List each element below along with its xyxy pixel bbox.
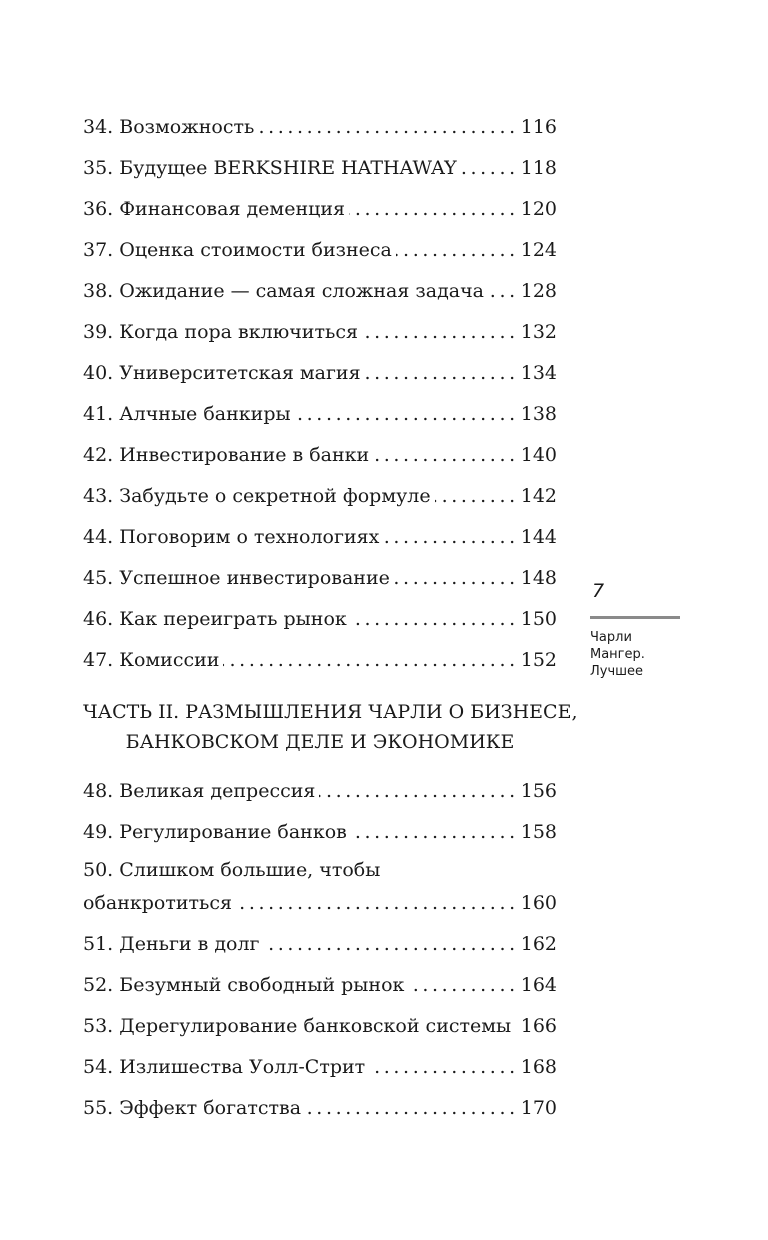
table-of-contents <box>83 109 578 1131</box>
toc-entry-page: 170 <box>520 1097 557 1119</box>
toc-entry-title: 43. Забудьте о секретной формуле <box>83 485 431 507</box>
toc-entry <box>83 519 557 560</box>
toc-entry-title: 51. Деньги в долг <box>83 933 260 955</box>
toc-entry-title: 42. Инвестирование в банки <box>83 444 370 466</box>
toc-entry-page: 156 <box>520 780 557 802</box>
toc-entry-page: 152 <box>520 649 557 671</box>
toc-entry-page: 120 <box>520 198 557 220</box>
toc-entry-page: 148 <box>520 567 557 589</box>
toc-entry-page: 162 <box>520 933 557 955</box>
toc-entry <box>83 773 557 814</box>
toc-entry-page: 166 <box>520 1015 557 1037</box>
leader-dots <box>396 232 519 268</box>
toc-entry <box>83 967 557 1008</box>
toc-entry-title: 37. Оценка стоимости бизнеса <box>83 239 392 261</box>
leader-dots <box>435 478 519 514</box>
toc-entry <box>83 814 557 855</box>
toc-entry-page: 124 <box>520 239 557 261</box>
toc-entry <box>83 273 557 314</box>
toc-entry-title: 55. Эффект богатства <box>83 1097 302 1119</box>
toc-entry <box>83 437 557 478</box>
toc-entry-title: 38. Ожидание — самая сложная задача <box>83 280 485 302</box>
toc-entry-title: 53. Дерегулирование банковской системы <box>83 1015 512 1037</box>
page-number: 7 <box>592 580 605 602</box>
part-heading-line: ЧАСТЬ II. РАЗМЫШЛЕНИЯ ЧАРЛИ О БИЗНЕСЕ, <box>83 701 578 723</box>
toc-entry <box>83 1090 557 1131</box>
leader-dots <box>373 437 519 473</box>
toc-entry-title: 50. Слишком большие, чтобы <box>83 859 381 881</box>
toc-entry-page: 142 <box>520 485 557 507</box>
toc-entry-title-continued: обанкротиться <box>83 892 233 914</box>
toc-entry-title: 44. Поговорим о технологиях <box>83 526 380 548</box>
part-heading-line: БАНКОВСКОМ ДЕЛЕ И ЭКОНОМИКЕ <box>125 731 515 753</box>
toc-entry-title: 39. Когда пора включиться <box>83 321 358 343</box>
toc-entry-title: 52. Безумный свободный рынок <box>83 974 405 996</box>
running-title <box>590 629 682 680</box>
toc-entry <box>83 1049 557 1090</box>
toc-entry-page: 160 <box>520 892 557 914</box>
toc-entry-title: 54. Излишества Уолл-Стрит <box>83 1056 366 1078</box>
toc-entry <box>83 855 557 926</box>
toc-entry-page: 140 <box>520 444 557 466</box>
leader-dots <box>351 814 519 850</box>
toc-entry-page: 132 <box>520 321 557 343</box>
toc-entry-title: 41. Алчные банкиры <box>83 403 291 425</box>
toc-entry-title: 35. Будущее BERKSHIRE HATHAWAY <box>83 157 457 179</box>
toc-entry <box>83 191 557 232</box>
part-heading <box>83 683 578 773</box>
toc-entry-title: 45. Успешное инвестирование <box>83 567 390 589</box>
toc-entry-title: 34. Возможность <box>83 116 255 138</box>
toc-entry <box>83 926 557 967</box>
toc-entry-title: 48. Великая депрессия <box>83 780 316 802</box>
toc-entry <box>83 314 557 355</box>
toc-entry <box>83 232 557 273</box>
leader-dots <box>461 150 519 186</box>
toc-entry-page: 168 <box>520 1056 557 1078</box>
toc-entry-page: 116 <box>520 116 557 138</box>
toc-entry <box>83 642 557 683</box>
toc-entry-title: 46. Как переиграть рынок <box>83 608 347 630</box>
running-title-line: Чарли <box>590 630 632 645</box>
divider <box>590 616 680 619</box>
toc-entry-title: 47. Комиссии <box>83 649 220 671</box>
toc-entry <box>83 109 557 150</box>
toc-entry-page: 128 <box>520 280 557 302</box>
margin-running-header <box>590 578 682 680</box>
leader-dots <box>362 314 519 350</box>
leader-dots <box>319 773 518 809</box>
toc-entry <box>83 355 557 396</box>
leader-dots <box>408 967 518 1003</box>
leader-dots <box>264 926 519 962</box>
toc-entry-title: 36. Финансовая деменция <box>83 198 345 220</box>
leader-dots <box>369 1049 519 1085</box>
toc-entry <box>83 560 557 601</box>
leader-dots <box>394 560 519 596</box>
leader-dots <box>383 519 518 555</box>
leader-dots <box>236 885 519 921</box>
toc-entry <box>83 478 557 519</box>
leader-dots <box>351 601 519 637</box>
leader-dots <box>349 191 519 227</box>
toc-entry <box>83 1008 557 1049</box>
leader-dots <box>258 109 518 145</box>
leader-dots <box>305 1090 519 1126</box>
toc-entry-page: 118 <box>520 157 557 179</box>
running-title-line: Лучшее <box>590 664 644 679</box>
toc-entry-title: 40. Университетская магия <box>83 362 361 384</box>
toc-entry-page: 138 <box>520 403 557 425</box>
leader-dots <box>223 642 518 678</box>
toc-entry <box>83 150 557 191</box>
leader-dots <box>488 273 519 309</box>
toc-entry-page: 150 <box>520 608 557 630</box>
toc-entry <box>83 396 557 437</box>
running-title-line: Мангер. <box>590 647 645 662</box>
leader-dots <box>365 355 519 391</box>
toc-entry <box>83 601 557 642</box>
toc-entry-title: 49. Регулирование банков <box>83 821 347 843</box>
toc-entry-page: 144 <box>520 526 557 548</box>
leader-dots <box>295 396 519 432</box>
toc-entry-page: 134 <box>520 362 557 384</box>
toc-entry-page: 158 <box>520 821 557 843</box>
toc-entry-page: 164 <box>520 974 557 996</box>
